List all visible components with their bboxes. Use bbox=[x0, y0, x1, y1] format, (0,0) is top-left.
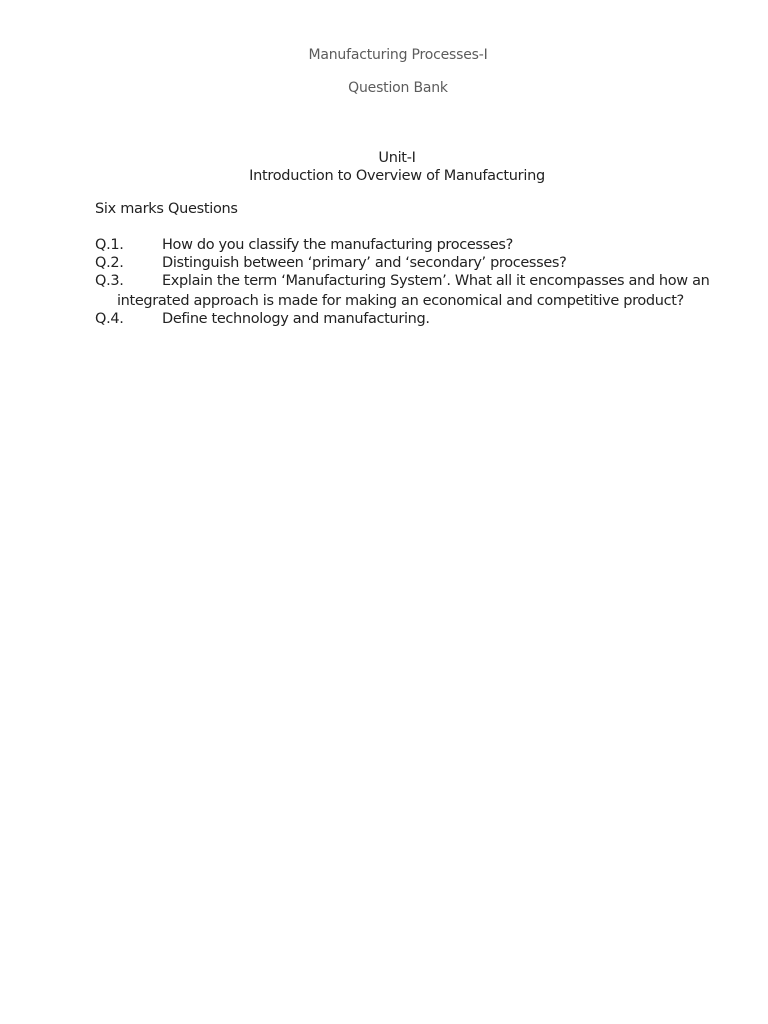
question-number: Q.1. bbox=[95, 237, 124, 253]
question-number: Q.2. bbox=[95, 255, 124, 271]
question-number: Q.3. bbox=[95, 273, 124, 289]
question-list bbox=[95, 236, 710, 328]
question-item-1 bbox=[95, 236, 705, 254]
question-text: How do you classify the manufacturing processes? bbox=[162, 237, 513, 253]
question-text: Explain the term ‘Manufacturing System’. What all it encompasses and how an bbox=[162, 273, 710, 289]
question-text: Define technology and manufacturing. bbox=[162, 311, 430, 327]
question-item-4 bbox=[95, 310, 705, 328]
unit-title: Introduction to Overview of Manufacturing bbox=[249, 168, 545, 184]
question-text: Distinguish between ‘primary’ and ‘secondary’ processes? bbox=[162, 255, 567, 271]
document-title: Manufacturing Processes-I bbox=[308, 47, 488, 63]
question-item-3 bbox=[95, 272, 710, 310]
section-heading: Six marks Questions bbox=[95, 201, 238, 217]
question-item-2 bbox=[95, 254, 705, 272]
unit-number: Unit-I bbox=[378, 150, 416, 166]
question-text-continuation: integrated approach is made for making an economical and competitive product? bbox=[117, 293, 684, 309]
document-subtitle: Question Bank bbox=[348, 80, 448, 96]
question-number: Q.4. bbox=[95, 311, 124, 327]
